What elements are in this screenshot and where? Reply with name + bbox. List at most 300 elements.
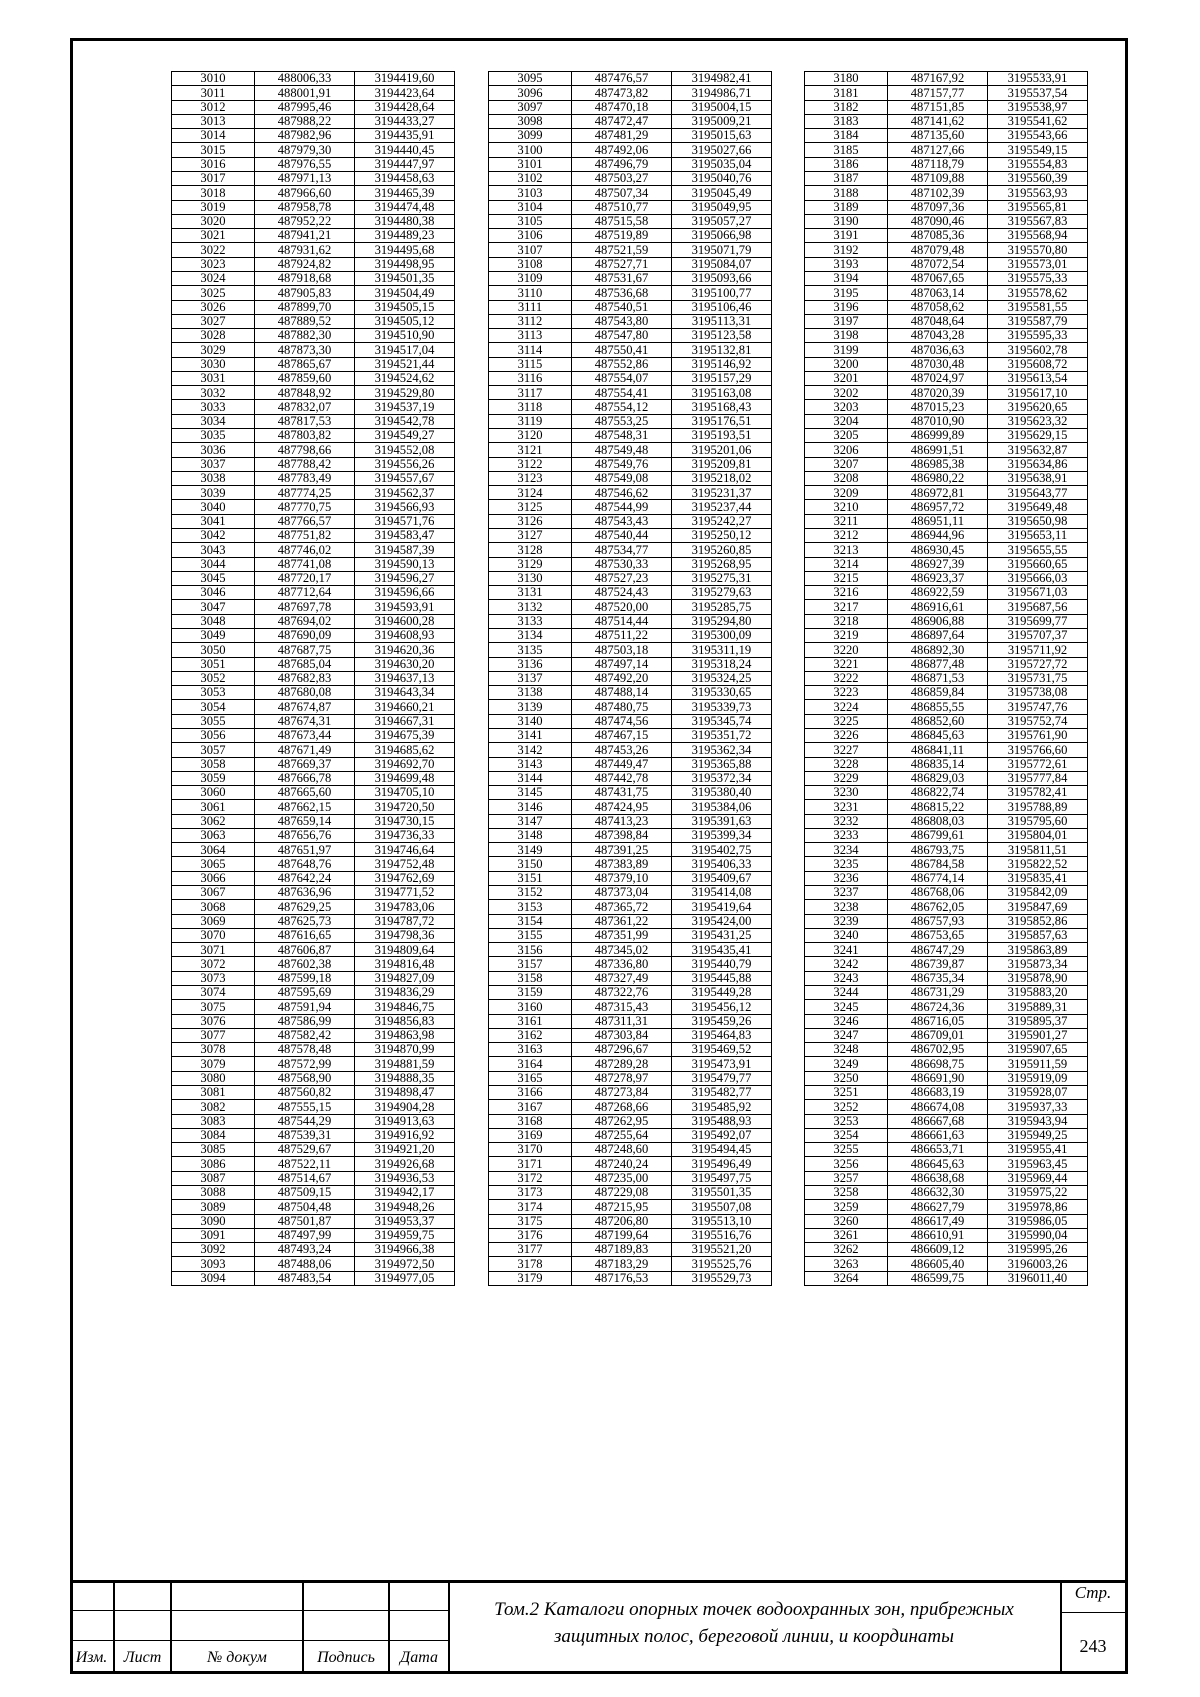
x-coordinate-cell: 488006,33 (255, 72, 355, 86)
y-coordinate-cell: 3196003,26 (988, 1257, 1088, 1271)
y-coordinate-cell: 3195488,93 (672, 1114, 772, 1128)
x-coordinate-cell: 486747,29 (888, 943, 988, 957)
y-coordinate-cell: 3194587,39 (355, 543, 455, 557)
table-row (172, 1014, 455, 1028)
y-coordinate-cell: 3194720,50 (355, 800, 455, 814)
y-coordinate-cell: 3195573,01 (988, 257, 1088, 271)
point-number-cell: 3178 (489, 1257, 572, 1271)
page-number: 243 (1079, 1636, 1107, 1656)
x-coordinate-cell: 487391,25 (572, 843, 672, 857)
point-number-cell: 3033 (172, 400, 255, 414)
table-row (172, 1243, 455, 1257)
y-coordinate-cell: 3195339,73 (672, 700, 772, 714)
x-coordinate-cell: 487741,08 (255, 557, 355, 571)
table-row (805, 229, 1088, 243)
table-row (805, 1085, 1088, 1099)
point-number-cell: 3073 (172, 971, 255, 985)
point-number-cell: 3119 (489, 414, 572, 428)
table-row (172, 586, 455, 600)
x-coordinate-cell: 486609,12 (888, 1243, 988, 1257)
y-coordinate-cell: 3195201,06 (672, 443, 772, 457)
y-coordinate-cell: 3195928,07 (988, 1085, 1088, 1099)
y-coordinate-cell: 3195402,75 (672, 843, 772, 857)
y-coordinate-cell: 3196011,40 (988, 1271, 1088, 1285)
point-number-cell: 3034 (172, 414, 255, 428)
x-coordinate-cell: 486739,87 (888, 957, 988, 971)
point-number-cell: 3241 (805, 943, 888, 957)
y-coordinate-cell: 3195049,95 (672, 200, 772, 214)
y-coordinate-cell: 3195538,97 (988, 100, 1088, 114)
table-row (489, 1071, 772, 1085)
table-row (805, 357, 1088, 371)
table-row (489, 943, 772, 957)
x-coordinate-cell: 487273,84 (572, 1085, 672, 1099)
y-coordinate-cell: 3195632,87 (988, 443, 1088, 457)
x-coordinate-cell: 487509,15 (255, 1185, 355, 1199)
y-coordinate-cell: 3194705,10 (355, 786, 455, 800)
table-row (489, 1171, 772, 1185)
x-coordinate-cell: 487905,83 (255, 286, 355, 300)
y-coordinate-cell: 3194537,19 (355, 400, 455, 414)
point-number-cell: 3192 (805, 243, 888, 257)
point-number-cell: 3207 (805, 457, 888, 471)
x-coordinate-cell: 487240,24 (572, 1157, 672, 1171)
x-coordinate-cell: 487685,04 (255, 657, 355, 671)
document-title: Том.2 Каталоги опорных точек водоохранных зон, прибрежных защитных полос, береговой линии, и координаты (494, 1599, 1014, 1647)
table-row (489, 286, 772, 300)
y-coordinate-cell: 3194596,66 (355, 586, 455, 600)
y-coordinate-cell: 3195901,27 (988, 1028, 1088, 1042)
point-number-cell: 3181 (805, 86, 888, 100)
point-number-cell: 3019 (172, 200, 255, 214)
y-coordinate-cell: 3195445,88 (672, 971, 772, 985)
point-number-cell: 3086 (172, 1157, 255, 1171)
table-row (172, 1185, 455, 1199)
point-number-cell: 3117 (489, 386, 572, 400)
table-row (805, 1171, 1088, 1185)
x-coordinate-cell: 487493,24 (255, 1243, 355, 1257)
point-number-cell: 3138 (489, 686, 572, 700)
point-number-cell: 3132 (489, 600, 572, 614)
y-coordinate-cell: 3194809,64 (355, 943, 455, 957)
y-coordinate-cell: 3195649,48 (988, 500, 1088, 514)
table-row (172, 914, 455, 928)
point-number-cell: 3234 (805, 843, 888, 857)
table-row (489, 728, 772, 742)
point-number-cell: 3101 (489, 157, 572, 171)
y-coordinate-cell: 3194433,27 (355, 114, 455, 128)
y-coordinate-cell: 3195391,63 (672, 814, 772, 828)
point-number-cell: 3205 (805, 429, 888, 443)
x-coordinate-cell: 487952,22 (255, 214, 355, 228)
x-coordinate-cell: 487501,87 (255, 1214, 355, 1228)
x-coordinate-cell: 487470,18 (572, 100, 672, 114)
y-coordinate-cell: 3194846,75 (355, 1000, 455, 1014)
point-number-cell: 3194 (805, 271, 888, 285)
point-number-cell: 3058 (172, 757, 255, 771)
y-coordinate-cell: 3195242,27 (672, 514, 772, 528)
stamp-izm-label: Изм. (75, 1649, 108, 1666)
table-row (805, 314, 1088, 328)
x-coordinate-cell: 487774,25 (255, 486, 355, 500)
y-coordinate-cell: 3195237,44 (672, 500, 772, 514)
table-row (805, 728, 1088, 742)
table-row (489, 1128, 772, 1142)
table-row (805, 1057, 1088, 1071)
table-row (489, 186, 772, 200)
y-coordinate-cell: 3195623,32 (988, 414, 1088, 428)
point-number-cell: 3195 (805, 286, 888, 300)
point-number-cell: 3176 (489, 1228, 572, 1242)
table-row (172, 686, 455, 700)
table-row (172, 1043, 455, 1057)
table-row (805, 657, 1088, 671)
y-coordinate-cell: 3195620,65 (988, 400, 1088, 414)
table-row (805, 1257, 1088, 1271)
table-row (489, 543, 772, 557)
table-row (489, 814, 772, 828)
table-row (172, 72, 455, 86)
point-number-cell: 3221 (805, 657, 888, 671)
point-number-cell: 3236 (805, 871, 888, 885)
table-row (805, 743, 1088, 757)
x-coordinate-cell: 487606,87 (255, 943, 355, 957)
table-row (172, 100, 455, 114)
y-coordinate-cell: 3194904,28 (355, 1100, 455, 1114)
table-row (172, 529, 455, 543)
table-row (489, 828, 772, 842)
point-number-cell: 3030 (172, 357, 255, 371)
table-row (489, 257, 772, 271)
table-row (172, 300, 455, 314)
y-coordinate-cell: 3195613,54 (988, 371, 1088, 385)
y-coordinate-cell: 3195066,98 (672, 229, 772, 243)
x-coordinate-cell: 487966,60 (255, 186, 355, 200)
point-number-cell: 3158 (489, 971, 572, 985)
table-row (805, 1157, 1088, 1171)
table-row (489, 914, 772, 928)
x-coordinate-cell: 487958,78 (255, 200, 355, 214)
table-row (805, 257, 1088, 271)
table-row (172, 1257, 455, 1271)
table-row (172, 371, 455, 385)
x-coordinate-cell: 486784,58 (888, 857, 988, 871)
y-coordinate-cell: 3195990,04 (988, 1228, 1088, 1242)
point-number-cell: 3233 (805, 828, 888, 842)
point-number-cell: 3106 (489, 229, 572, 243)
point-number-cell: 3206 (805, 443, 888, 457)
y-coordinate-cell: 3194521,44 (355, 357, 455, 371)
table-row (489, 343, 772, 357)
point-number-cell: 3228 (805, 757, 888, 771)
table-row (805, 200, 1088, 214)
x-coordinate-cell: 487540,51 (572, 300, 672, 314)
x-coordinate-cell: 487504,48 (255, 1200, 355, 1214)
y-coordinate-cell: 3194977,05 (355, 1271, 455, 1285)
table-row (489, 100, 772, 114)
y-coordinate-cell: 3194863,98 (355, 1028, 455, 1042)
y-coordinate-cell: 3195955,41 (988, 1143, 1088, 1157)
y-coordinate-cell: 3194562,37 (355, 486, 455, 500)
y-coordinate-cell: 3194428,64 (355, 100, 455, 114)
stamp-list-label: Лист (123, 1649, 162, 1666)
point-number-cell: 3255 (805, 1143, 888, 1157)
table-row (489, 586, 772, 600)
y-coordinate-cell: 3194966,38 (355, 1243, 455, 1257)
y-coordinate-cell: 3195857,63 (988, 928, 1088, 942)
x-coordinate-cell: 487067,65 (888, 271, 988, 285)
y-coordinate-cell: 3194524,62 (355, 371, 455, 385)
point-number-cell: 3049 (172, 628, 255, 642)
table-row (172, 857, 455, 871)
table-row (172, 600, 455, 614)
x-coordinate-cell: 487519,89 (572, 229, 672, 243)
x-coordinate-cell: 487507,34 (572, 186, 672, 200)
x-coordinate-cell: 487931,62 (255, 243, 355, 257)
table-row (489, 671, 772, 685)
x-coordinate-cell: 486999,89 (888, 429, 988, 443)
table-row (489, 314, 772, 328)
point-number-cell: 3081 (172, 1085, 255, 1099)
y-coordinate-cell: 3195655,55 (988, 543, 1088, 557)
table-row (489, 928, 772, 942)
table-row (489, 971, 772, 985)
point-number-cell: 3145 (489, 786, 572, 800)
point-number-cell: 3054 (172, 700, 255, 714)
x-coordinate-cell: 487560,82 (255, 1085, 355, 1099)
table-row (489, 786, 772, 800)
x-coordinate-cell: 486841,11 (888, 743, 988, 757)
x-coordinate-cell: 487539,31 (255, 1128, 355, 1142)
y-coordinate-cell: 3195409,67 (672, 871, 772, 885)
point-number-cell: 3024 (172, 271, 255, 285)
table-row (172, 557, 455, 571)
table-row (172, 1000, 455, 1014)
y-coordinate-cell: 3194600,28 (355, 614, 455, 628)
point-number-cell: 3261 (805, 1228, 888, 1242)
table-row (489, 200, 772, 214)
point-number-cell: 3064 (172, 843, 255, 857)
x-coordinate-cell: 487859,60 (255, 371, 355, 385)
point-number-cell: 3224 (805, 700, 888, 714)
y-coordinate-cell: 3194501,35 (355, 271, 455, 285)
table-row (172, 1157, 455, 1171)
point-number-cell: 3032 (172, 386, 255, 400)
y-coordinate-cell: 3195907,65 (988, 1043, 1088, 1057)
x-coordinate-cell: 487453,26 (572, 743, 672, 757)
x-coordinate-cell: 487674,31 (255, 714, 355, 728)
x-coordinate-cell: 487651,97 (255, 843, 355, 857)
y-coordinate-cell: 3195209,81 (672, 457, 772, 471)
x-coordinate-cell: 486892,30 (888, 643, 988, 657)
table-row (172, 543, 455, 557)
point-number-cell: 3169 (489, 1128, 572, 1142)
point-number-cell: 3069 (172, 914, 255, 928)
x-coordinate-cell: 487697,78 (255, 600, 355, 614)
table-row (489, 157, 772, 171)
table-row (489, 1257, 772, 1271)
point-number-cell: 3114 (489, 343, 572, 357)
y-coordinate-cell: 3194583,47 (355, 529, 455, 543)
x-coordinate-cell: 487554,07 (572, 371, 672, 385)
point-number-cell: 3213 (805, 543, 888, 557)
point-number-cell: 3187 (805, 171, 888, 185)
x-coordinate-cell: 487097,36 (888, 200, 988, 214)
x-coordinate-cell: 487848,92 (255, 386, 355, 400)
point-number-cell: 3183 (805, 114, 888, 128)
x-coordinate-cell: 487549,48 (572, 443, 672, 457)
y-coordinate-cell: 3195895,37 (988, 1014, 1088, 1028)
y-coordinate-cell: 3194913,63 (355, 1114, 455, 1128)
table-row (489, 171, 772, 185)
point-number-cell: 3011 (172, 86, 255, 100)
y-coordinate-cell: 3194942,17 (355, 1185, 455, 1199)
point-number-cell: 3072 (172, 957, 255, 971)
y-coordinate-cell: 3195009,21 (672, 114, 772, 128)
table-row (489, 843, 772, 857)
x-coordinate-cell: 487311,31 (572, 1014, 672, 1028)
y-coordinate-cell: 3195660,65 (988, 557, 1088, 571)
y-coordinate-cell: 3194986,71 (672, 86, 772, 100)
y-coordinate-cell: 3195318,24 (672, 657, 772, 671)
point-number-cell: 3242 (805, 957, 888, 971)
point-number-cell: 3059 (172, 771, 255, 785)
y-coordinate-cell: 3194571,76 (355, 514, 455, 528)
point-number-cell: 3029 (172, 343, 255, 357)
table-row (489, 471, 772, 485)
point-number-cell: 3252 (805, 1100, 888, 1114)
x-coordinate-cell: 487648,76 (255, 857, 355, 871)
table-row (172, 1028, 455, 1042)
x-coordinate-cell: 487015,23 (888, 400, 988, 414)
point-number-cell: 3143 (489, 757, 572, 771)
point-number-cell: 3122 (489, 457, 572, 471)
x-coordinate-cell: 487712,64 (255, 586, 355, 600)
x-coordinate-cell: 487783,49 (255, 471, 355, 485)
y-coordinate-cell: 3195406,33 (672, 857, 772, 871)
table-row (172, 271, 455, 285)
table-row (489, 386, 772, 400)
point-number-cell: 3046 (172, 586, 255, 600)
table-row (172, 1171, 455, 1185)
x-coordinate-cell: 487665,60 (255, 786, 355, 800)
table-row (805, 1100, 1088, 1114)
x-coordinate-cell: 487751,82 (255, 529, 355, 543)
table-row (172, 200, 455, 214)
y-coordinate-cell: 3194730,15 (355, 814, 455, 828)
table-row (805, 986, 1088, 1000)
y-coordinate-cell: 3195157,29 (672, 371, 772, 385)
point-number-cell: 3202 (805, 386, 888, 400)
y-coordinate-cell: 3195218,02 (672, 471, 772, 485)
point-number-cell: 3090 (172, 1214, 255, 1228)
x-coordinate-cell: 486815,22 (888, 800, 988, 814)
x-coordinate-cell: 487642,24 (255, 871, 355, 885)
point-number-cell: 3199 (805, 343, 888, 357)
point-number-cell: 3173 (489, 1185, 572, 1199)
x-coordinate-cell: 486653,71 (888, 1143, 988, 1157)
table-row (489, 457, 772, 471)
point-number-cell: 3222 (805, 671, 888, 685)
table-row (805, 343, 1088, 357)
table-row (489, 628, 772, 642)
x-coordinate-cell: 487189,83 (572, 1243, 672, 1257)
y-coordinate-cell: 3194505,15 (355, 300, 455, 314)
x-coordinate-cell: 487215,95 (572, 1200, 672, 1214)
point-number-cell: 3115 (489, 357, 572, 371)
table-row (489, 114, 772, 128)
table-row (805, 457, 1088, 471)
point-number-cell: 3148 (489, 828, 572, 842)
y-coordinate-cell: 3195384,06 (672, 800, 772, 814)
table-row (172, 500, 455, 514)
table-row (172, 114, 455, 128)
y-coordinate-cell: 3194881,59 (355, 1057, 455, 1071)
point-number-cell: 3201 (805, 371, 888, 385)
y-coordinate-cell: 3195537,54 (988, 86, 1088, 100)
x-coordinate-cell: 487336,80 (572, 957, 672, 971)
x-coordinate-cell: 486683,19 (888, 1085, 988, 1099)
point-number-cell: 3099 (489, 129, 572, 143)
y-coordinate-cell: 3195782,41 (988, 786, 1088, 800)
point-number-cell: 3172 (489, 1171, 572, 1185)
y-coordinate-cell: 3195986,05 (988, 1214, 1088, 1228)
x-coordinate-cell: 487673,44 (255, 728, 355, 742)
point-number-cell: 3108 (489, 257, 572, 271)
x-coordinate-cell: 486605,40 (888, 1257, 988, 1271)
point-number-cell: 3212 (805, 529, 888, 543)
x-coordinate-cell: 487555,15 (255, 1100, 355, 1114)
point-number-cell: 3082 (172, 1100, 255, 1114)
point-number-cell: 3198 (805, 329, 888, 343)
point-number-cell: 3251 (805, 1085, 888, 1099)
table-row (805, 529, 1088, 543)
point-number-cell: 3041 (172, 514, 255, 528)
point-number-cell: 3235 (805, 857, 888, 871)
point-number-cell: 3128 (489, 543, 572, 557)
x-coordinate-cell: 486871,53 (888, 671, 988, 685)
x-coordinate-cell: 487497,14 (572, 657, 672, 671)
x-coordinate-cell: 486808,03 (888, 814, 988, 828)
table-row (172, 357, 455, 371)
point-number-cell: 3152 (489, 886, 572, 900)
x-coordinate-cell: 487511,22 (572, 628, 672, 642)
x-coordinate-cell: 487788,42 (255, 457, 355, 471)
table-row (489, 1243, 772, 1257)
x-coordinate-cell: 487599,18 (255, 971, 355, 985)
x-coordinate-cell: 487135,60 (888, 129, 988, 143)
y-coordinate-cell: 3194746,64 (355, 843, 455, 857)
x-coordinate-cell: 487503,27 (572, 171, 672, 185)
point-number-cell: 3168 (489, 1114, 572, 1128)
table-row (489, 1143, 772, 1157)
table-row (172, 286, 455, 300)
x-coordinate-cell: 487315,43 (572, 1000, 672, 1014)
point-number-cell: 3186 (805, 157, 888, 171)
table-row (805, 1228, 1088, 1242)
y-coordinate-cell: 3195653,11 (988, 529, 1088, 543)
x-coordinate-cell: 487979,30 (255, 143, 355, 157)
point-number-cell: 3258 (805, 1185, 888, 1199)
point-number-cell: 3118 (489, 400, 572, 414)
point-number-cell: 3191 (805, 229, 888, 243)
table-row (805, 1028, 1088, 1042)
table-row (805, 843, 1088, 857)
table-row (805, 800, 1088, 814)
x-coordinate-cell: 487296,67 (572, 1043, 672, 1057)
x-coordinate-cell: 487424,95 (572, 800, 672, 814)
y-coordinate-cell: 3195738,08 (988, 686, 1088, 700)
